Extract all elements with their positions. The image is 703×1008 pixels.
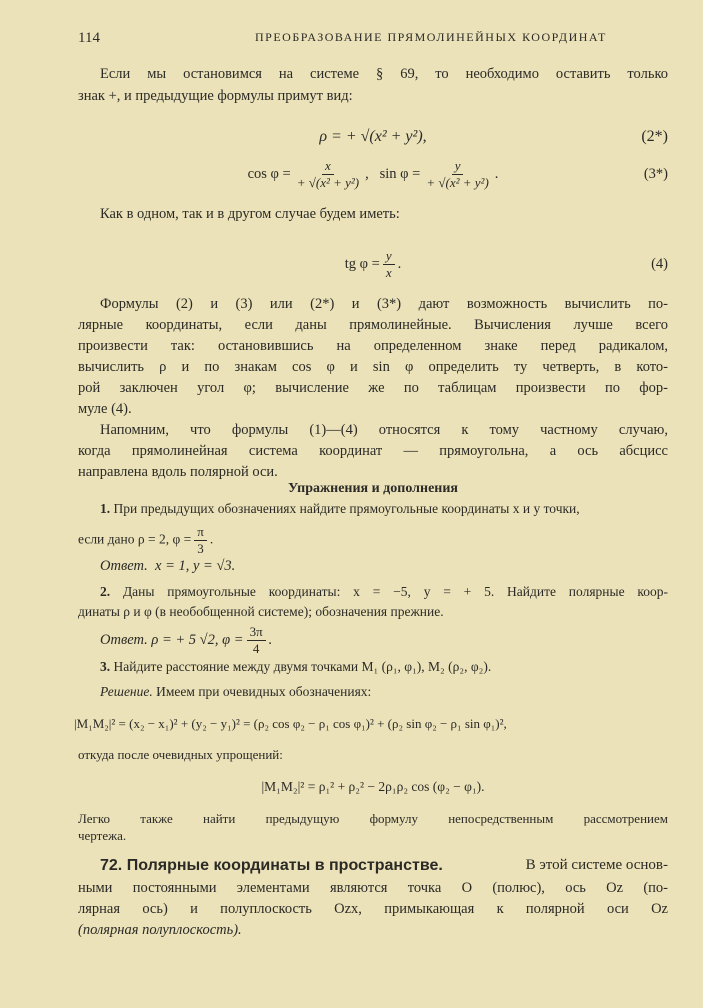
section-title: 72. Полярные координаты в пространстве. xyxy=(100,857,443,874)
paragraph-line: знак +, и предыдущие формулы примут вид: xyxy=(78,88,353,104)
page-number: 114 xyxy=(78,30,100,46)
exercise-text: если дано ρ = 2, φ = xyxy=(78,531,192,547)
paragraph-line: муле (4). xyxy=(78,401,132,417)
fraction-numerator: 3π xyxy=(247,624,266,641)
paragraph-line: направлена вдоль полярной оси. xyxy=(78,464,278,480)
exercise-text: Даны прямоугольные координаты: x = −5, y = + 5. Найдите полярные коор- xyxy=(122,584,669,599)
exercise-3-solution xyxy=(100,684,668,700)
distance-formula: |M₁M₂|² = ρ₁² + ρ₂² − 2ρ₁ρ₂ cos (φ₂ − φ₁). xyxy=(261,779,485,794)
equation-label: (3*) xyxy=(643,166,668,182)
fraction-numerator: x xyxy=(322,158,334,175)
exercise-text: При предыдущих обозначениях найдите прямоугольные координаты x и y точки, xyxy=(113,501,580,516)
paragraph-line: чертежа. xyxy=(78,828,127,843)
equation-lhs: tg φ = xyxy=(344,255,380,272)
fraction-numerator: π xyxy=(194,524,207,541)
answer-text: x = 1, y = √3. xyxy=(155,558,236,574)
exercise-number: 1. xyxy=(100,501,111,516)
exercise-2-answer: Ответ. ρ = + 5 √2, φ = $\frac{3\pi}{4}$ . xyxy=(100,624,273,656)
fraction-numerator: y xyxy=(383,248,395,265)
exercise-2 xyxy=(100,584,668,600)
answer-label: Ответ. xyxy=(100,558,148,574)
paragraph-line: Как в одном, так и в другом случае будем иметь: xyxy=(100,206,400,222)
sin-lhs: sin φ = xyxy=(379,165,421,182)
paragraph-line: лярные координаты, если даны прямолинейные. Вычисления лучше всего xyxy=(78,317,668,333)
solution-label: Решение. xyxy=(100,684,153,699)
paragraph-line: Формулы (2) и (3) или (2*) и (3*) дают возможность вычислить по- xyxy=(100,296,668,312)
fraction-denominator: x xyxy=(385,265,392,280)
answer-label: Ответ. xyxy=(100,631,148,648)
fraction-denominator: + √(x² + y²) xyxy=(426,175,489,190)
exercise-1-given: если дано ρ = 2, φ = $\frac{\pi}{3}$ . xyxy=(78,524,214,556)
paragraph-line: Если мы остановимся на системе § 69, то необходимо оставить только xyxy=(100,66,668,82)
paragraph-line: лярная ось) и полуплоскость Ozx, примыкающая к полярной оси Oz xyxy=(78,901,668,917)
paragraph-line: ными постоянными элементами являются точка O (полюс), ось Oz (по- xyxy=(78,880,668,896)
equation-text: ρ = + √(x² + y²), xyxy=(319,128,427,145)
paragraph-line: Легко также найти предыдущую формулу непосредственным рассмотрением xyxy=(78,811,668,826)
running-title: ПРЕОБРАЗОВАНИЕ ПРЯМОЛИНЕЙНЫХ КООРДИНАТ xyxy=(255,30,607,44)
solution-text: Имеем при очевидных обозначениях: xyxy=(156,684,372,699)
fraction-denominator: 4 xyxy=(252,641,260,656)
exercise-number: 2. xyxy=(100,584,111,599)
equation-label: (4) xyxy=(651,256,668,272)
cos-lhs: cos φ = xyxy=(247,165,291,182)
equation-2star xyxy=(78,128,668,146)
exercise-text: Найдите расстояние между двумя точками M₁ (ρ₁, φ₁), M₂ (ρ₂, φ₂). xyxy=(113,659,492,674)
exercise-1-answer xyxy=(100,558,668,575)
paragraph-line: вычислить ρ и по знакам cos φ и sin φ определить ту четверть, в кото- xyxy=(78,359,668,375)
exercises-heading: Упражнения и дополнения xyxy=(288,481,458,496)
distance-equation: |M₁M₂|² = (x₂ − x₁)² + (y₂ − y₁)² = (ρ₂ cos φ₂ − ρ₁ cos φ₁)² + (ρ₂ sin φ₂ − ρ₁ sin φ₁)², xyxy=(74,716,507,731)
equation-label: (2*) xyxy=(641,128,668,145)
paragraph-line: когда прямолинейная система координат — прямоугольна, а ось абсцисс xyxy=(78,443,668,459)
fraction-denominator: 3 xyxy=(197,541,204,556)
exercise-text: динаты ρ и φ (в необобщенной системе); обозначения прежние. xyxy=(78,604,444,619)
section-72-first-line xyxy=(100,857,668,875)
answer-text: ρ = + 5 √2, φ = xyxy=(151,631,244,648)
exercise-number: 3. xyxy=(100,659,111,674)
exercise-1 xyxy=(100,501,668,517)
fraction-numerator: y xyxy=(452,158,464,175)
paragraph-line: произвести так: остановившись на определенном знаке перед радикалом, xyxy=(78,338,668,354)
exercise-3 xyxy=(100,659,668,675)
paragraph-line: откуда после очевидных упрощений: xyxy=(78,747,283,762)
paragraph-line: рой заключен угол φ; вычисление же по таблицам произвести по фор- xyxy=(78,380,668,396)
paragraph-text: В этой системе основ- xyxy=(525,857,668,873)
equation-3star: cos φ = $\frac{x}{\text{+ √(x² + y²)}}$ , sin φ = $\frac{y}{\text{+ √(x² + y²)}}$ . (3*) xyxy=(247,158,668,190)
paragraph-line: Напомним, что формулы (1)—(4) относятся к тому частному случаю, xyxy=(100,422,668,438)
equation-4: tg φ = $\frac{y}{x}$ . (4) xyxy=(344,248,668,280)
paragraph-line: (полярная полуплоскость). xyxy=(78,922,242,938)
fraction-denominator: + √(x² + y²) xyxy=(296,175,360,190)
